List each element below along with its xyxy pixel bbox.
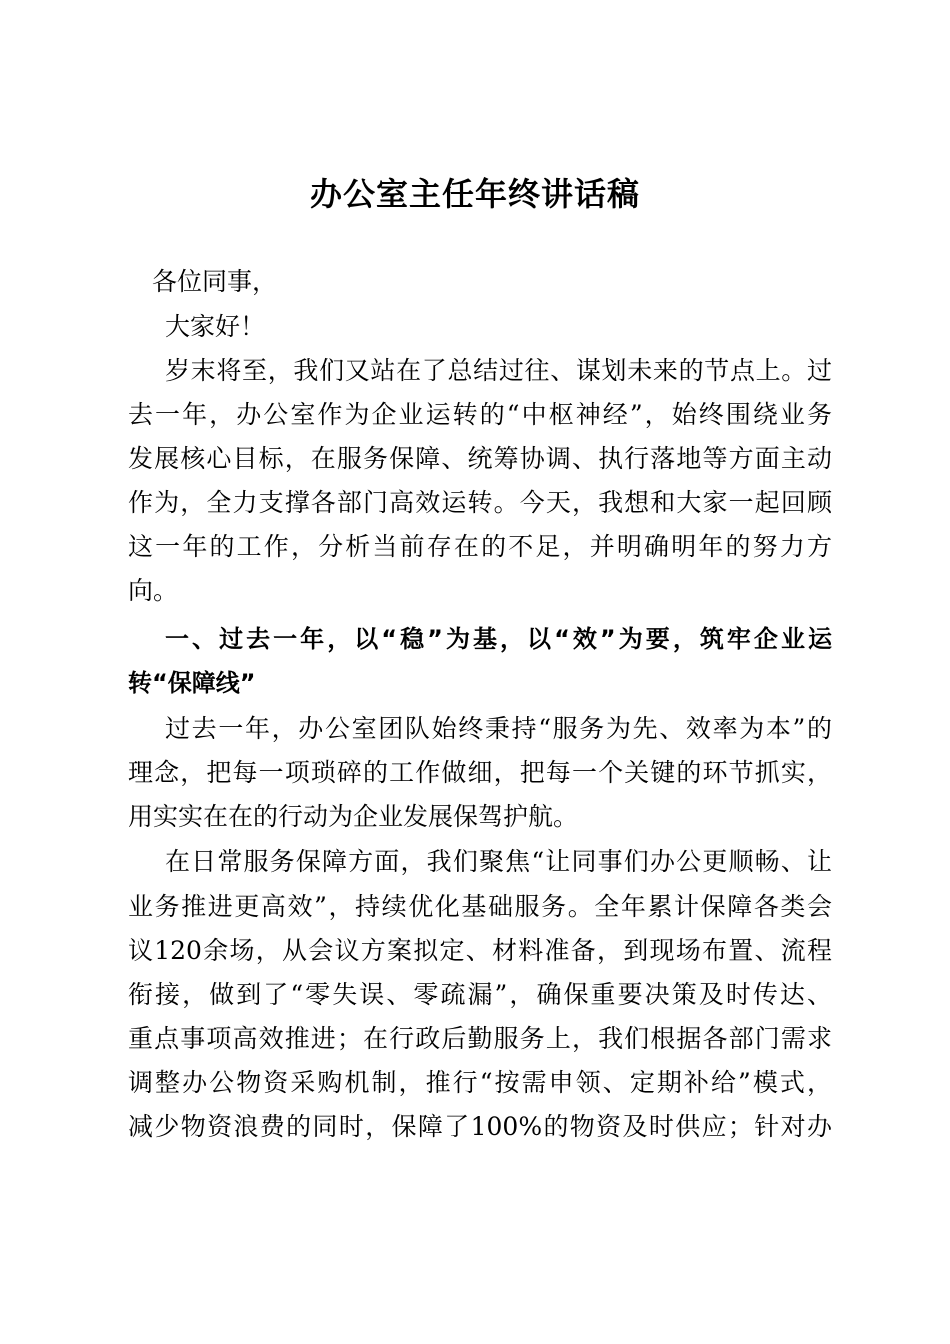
- salutation: 各位同事，: [152, 267, 278, 296]
- paragraph-line: 作为，全力支撑各部门高效运转。今天，我想和大家一起回顾: [128, 488, 832, 517]
- paragraph-line: 岁末将至，我们又站在了总结过往、谋划未来的节点上。过: [165, 356, 832, 385]
- paragraph-line: 这一年的工作，分析当前存在的不足，并明确明年的努力方: [128, 532, 832, 561]
- paragraph-line: 去一年，办公室作为企业运转的“中枢神经”，始终围绕业务: [128, 400, 832, 429]
- paragraph-line: 衔接，做到了“零失误、零疏漏”，确保重要决策及时传达、: [128, 980, 832, 1009]
- paragraph-line: 重点事项高效推进；在行政后勤服务上，我们根据各部门需求: [128, 1024, 832, 1053]
- paragraph-line: 理念，把每一项琐碎的工作做细，把每一个关键的环节抓实，: [128, 758, 832, 787]
- paragraph-line: 议120余场，从会议方案拟定、材料准备，到现场布置、流程: [128, 936, 832, 965]
- paragraph-line: 发展核心目标，在服务保障、统筹协调、执行落地等方面主动: [128, 444, 832, 473]
- section-heading: 一、过去一年，以“稳”为基，以“效”为要，筑牢企业运: [165, 625, 832, 653]
- paragraph-line: 向。: [128, 576, 179, 605]
- paragraph-line: 减少物资浪费的同时，保障了100%的物资及时供应；针对办: [128, 1112, 832, 1141]
- section-heading: 转“保障线”: [128, 669, 256, 697]
- greeting: 大家好！: [165, 312, 266, 341]
- paragraph-line: 调整办公物资采购机制，推行“按需申领、定期补给”模式，: [128, 1068, 832, 1097]
- paragraph-line: 用实实在在的行动为企业发展保驾护航。: [128, 802, 579, 831]
- paragraph-line: 业务推进更高效”，持续优化基础服务。全年累计保障各类会: [128, 892, 832, 921]
- paragraph-line: 在日常服务保障方面，我们聚焦“让同事们办公更顺畅、让: [165, 847, 832, 876]
- document-title: 办公室主任年终讲话稿: [309, 175, 640, 213]
- paragraph-line: 过去一年，办公室团队始终秉持“服务为先、效率为本”的: [165, 714, 832, 743]
